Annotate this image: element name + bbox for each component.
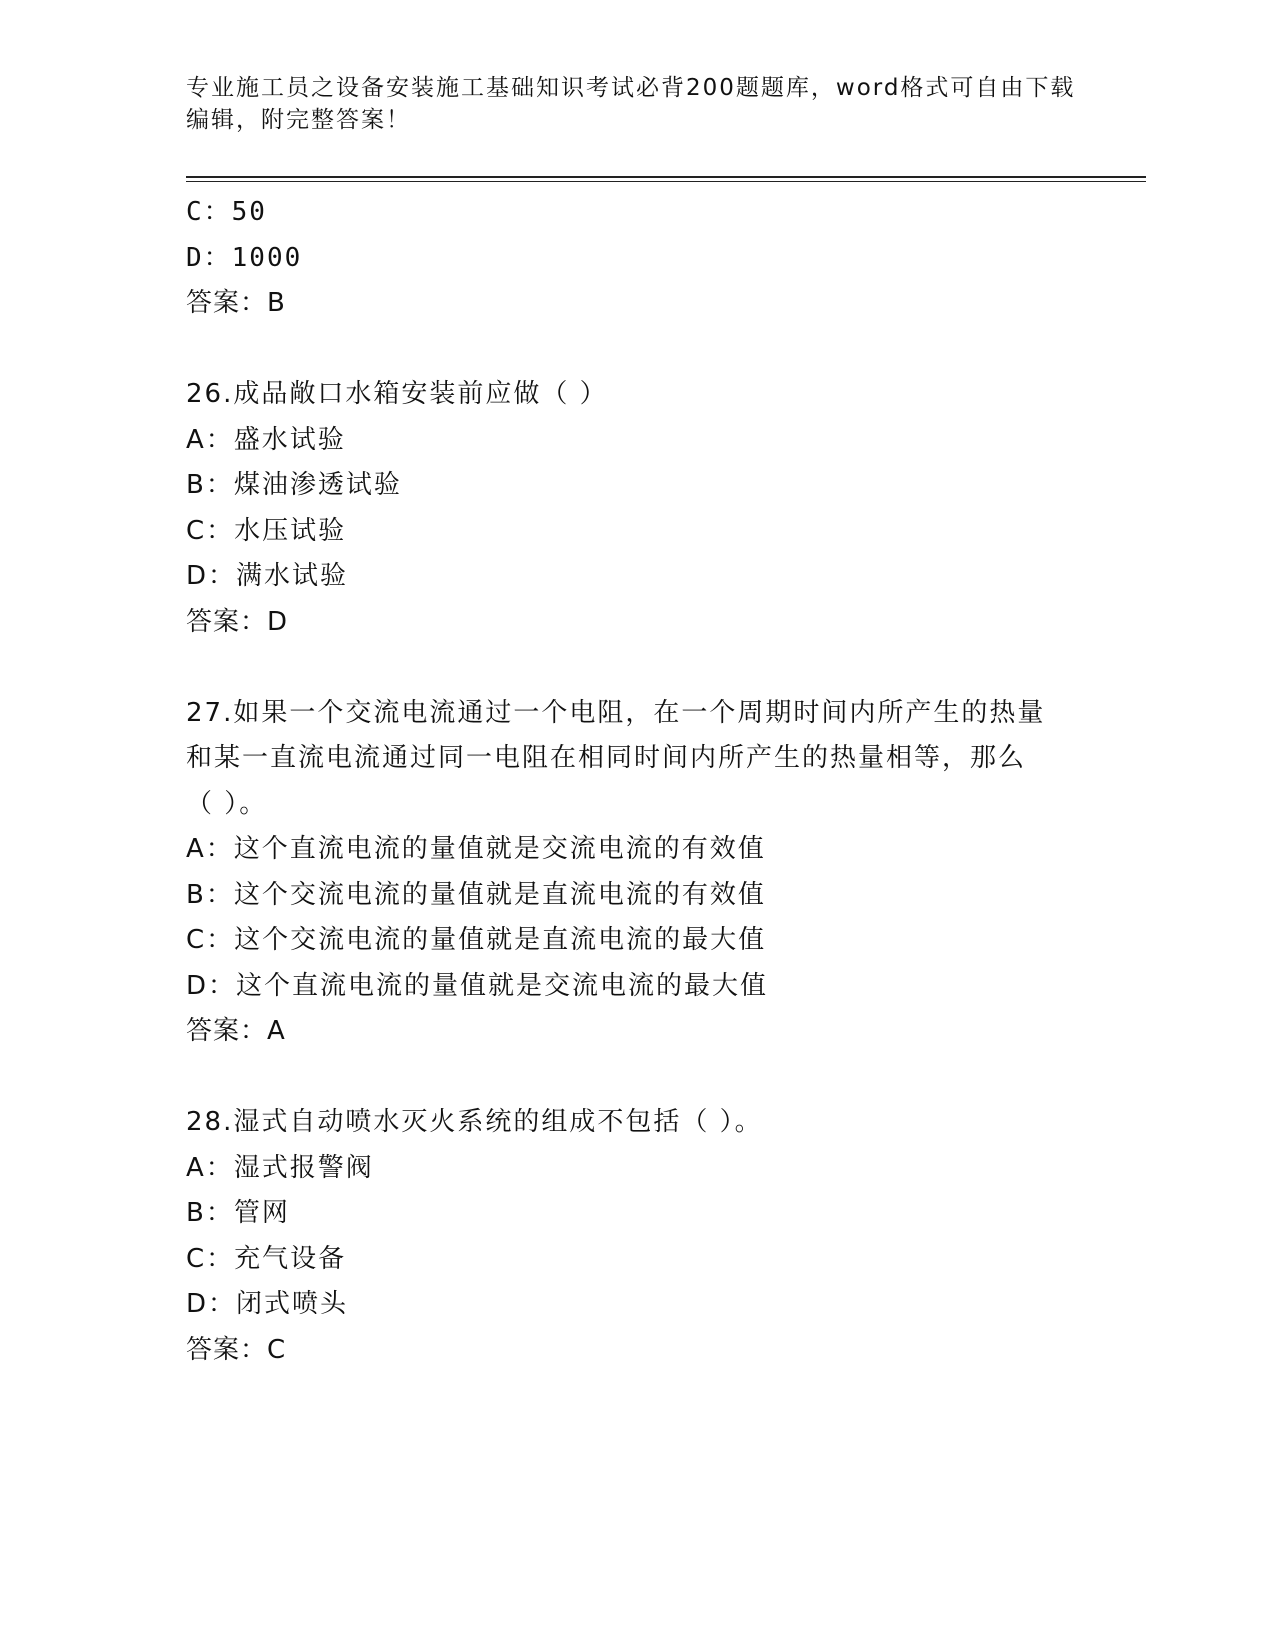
question-stem-line-2: 和某一直流电流通过同一电阻在相同时间内所产生的热量相等，那么 (186, 743, 1027, 773)
option-c: C：50 (186, 197, 267, 227)
question-list (186, 190, 1086, 1373)
answer-label: 答案：C (186, 1334, 287, 1365)
answer-label: 答案：B (186, 288, 286, 318)
option-d: D：1000 (186, 242, 303, 273)
question-stem-line-3: （ ）。 (186, 788, 268, 819)
question-block-26 (186, 372, 1086, 645)
question-stem: 28.湿式自动喷水灭火系统的组成不包括（ ）。 (186, 1107, 763, 1137)
header-title: 专业施工员之设备安装施工基础知识考试必背200题题库，word格式可自由下载编辑，附完整答案！ (186, 75, 1076, 133)
answer-label: 答案：A (186, 1016, 286, 1046)
header-divider-thin (186, 181, 1146, 182)
option-c: C：水压试验 (186, 515, 347, 546)
question-stem-line-1: 27.如果一个交流电流通过一个电阻，在一个周期时间内所产生的热量 (186, 697, 1046, 728)
document-header (186, 72, 1086, 136)
answer-label: 答案：D (186, 606, 289, 637)
option-d: D：闭式喷头 (186, 1289, 349, 1319)
question-block-27 (186, 691, 1086, 1055)
option-a: A：湿式报警阀 (186, 1152, 374, 1183)
option-b: B：管网 (186, 1198, 290, 1228)
prev-question-block (186, 190, 1086, 327)
option-c: C：充气设备 (186, 1243, 347, 1274)
question-stem: 26.成品敞口水箱安装前应做（ ） (186, 379, 608, 409)
option-b: B：煤油渗透试验 (186, 470, 402, 500)
spacer (186, 645, 1086, 691)
question-block-28 (186, 1100, 1086, 1373)
spacer (186, 327, 1086, 373)
option-a: A：这个直流电流的量值就是交流电流的有效值 (186, 834, 766, 864)
option-d: D：这个直流电流的量值就是交流电流的最大值 (186, 970, 769, 1001)
spacer (186, 1055, 1086, 1101)
option-d: D：满水试验 (186, 561, 349, 591)
option-a: A：盛水试验 (186, 424, 346, 455)
header-divider (186, 176, 1146, 178)
option-b: B：这个交流电流的量值就是直流电流的有效值 (186, 879, 766, 910)
option-c: C：这个交流电流的量值就是直流电流的最大值 (186, 925, 767, 955)
